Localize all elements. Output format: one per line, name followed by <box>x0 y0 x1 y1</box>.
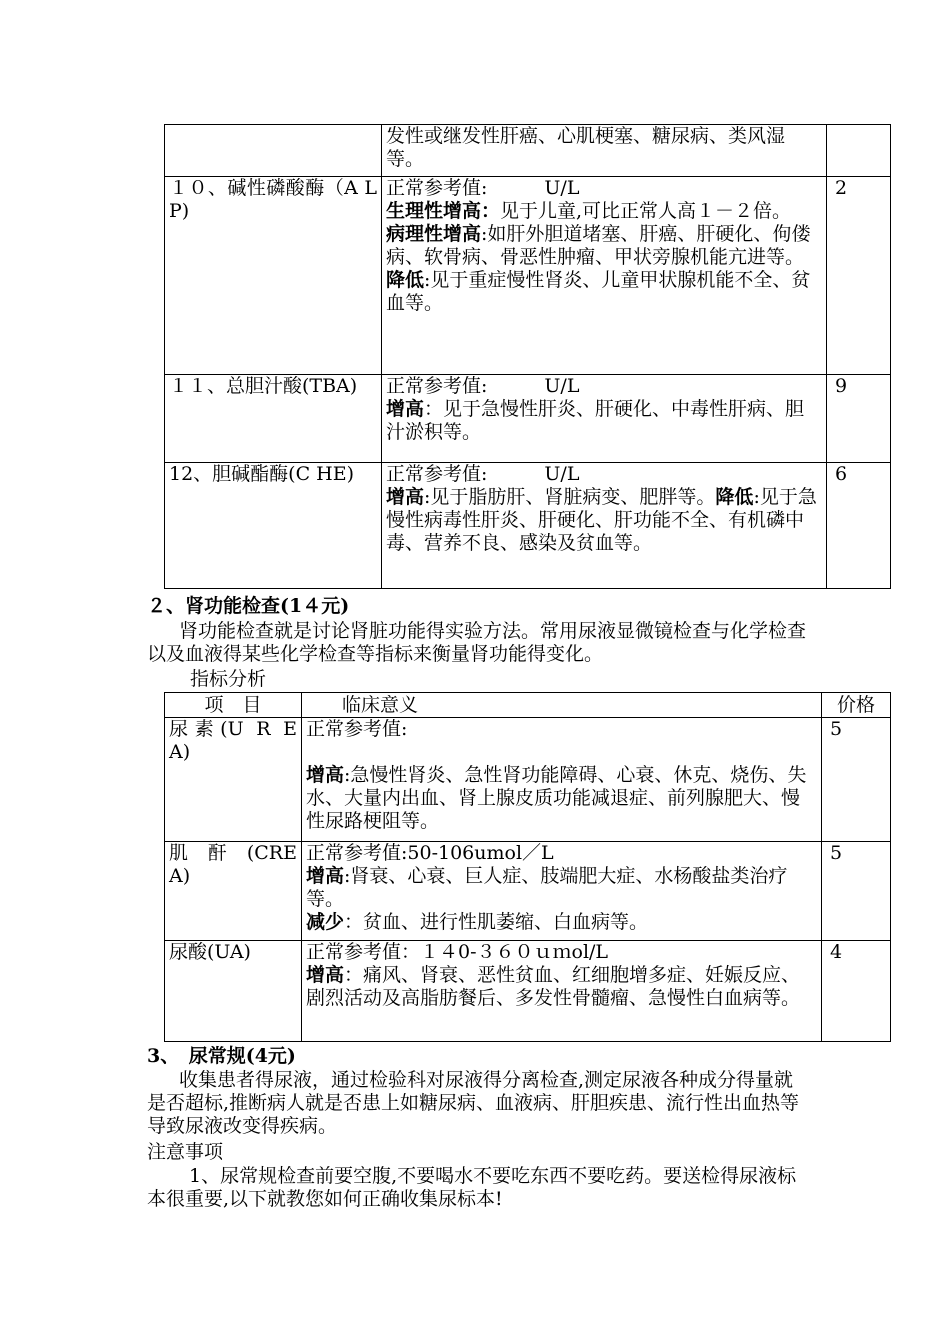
row-item-name: 肌 酐 (CRE A) <box>165 842 302 941</box>
row-item-name: １０、碱性磷酸酶（A LP) <box>165 177 382 375</box>
header-price: 价格 <box>822 693 891 718</box>
bold-label: 增高 <box>386 486 425 508</box>
meaning-line <box>306 964 817 1010</box>
table-row <box>165 718 891 842</box>
meaning-text: 发性或继发性肝癌、心肌梗塞、糖尿病、类风湿等。 <box>386 125 786 170</box>
meaning-line <box>386 398 822 444</box>
row-price: 6 <box>827 463 891 589</box>
row-item-name <box>165 125 382 177</box>
table-row <box>165 463 891 589</box>
row-clinical-meaning <box>302 718 822 842</box>
meaning-line <box>306 764 817 833</box>
meaning-line <box>306 941 817 964</box>
section3-note-1: 1、尿常规检查前要空腹,不要喝水不要吃东西不要吃药。要送检得尿液标本很重要,以下就教您如何正确收集尿标本! <box>147 1165 797 1210</box>
row-price: 4 <box>822 941 891 1042</box>
row-item-name: １１、总胆汁酸(TBA) <box>165 375 382 463</box>
table-row <box>165 125 891 177</box>
row-item-name: 尿酸(UA) <box>165 941 302 1042</box>
row-clinical-meaning <box>302 842 822 941</box>
meaning-line <box>386 200 822 223</box>
meaning-text: :见于重症慢性肾炎、儿童甲状腺机能不全、贫血等。 <box>386 269 811 314</box>
meaning-text: ：贫血、进行性肌萎缩、白血病等。 <box>344 911 649 933</box>
meaning-line <box>386 177 822 200</box>
section2-paragraph: 肾功能检查就是讨论肾脏功能得实验方法。常用尿液显微镜检查与化学检查以及血液得某些化学检查等指标来衡量肾功能得变化。 <box>147 620 807 665</box>
meaning-line <box>306 865 817 911</box>
meaning-line <box>386 269 822 315</box>
meaning-text: 正常参考值: U/L <box>386 375 580 397</box>
section3-paragraph: 收集患者得尿液，通过检验科对尿液得分离检查,测定尿液各种成分得量就是否超标,推断病人就是否患上如糖尿病、血液病、肝胆疾患、流行性出血热等导致尿液改变得疾病。 <box>147 1069 800 1137</box>
section3-subheading: 注意事项 <box>147 1141 224 1163</box>
bold-label: 增高 <box>306 764 345 786</box>
bold-label: 降低 <box>386 269 425 291</box>
row-price: 5 <box>822 842 891 941</box>
header-item: 项 目 <box>165 693 302 718</box>
section2-subheading: 指标分析 <box>190 668 267 690</box>
meaning-line <box>386 463 822 486</box>
meaning-text: 正常参考值: <box>306 718 408 740</box>
bold-label: 增高 <box>386 398 425 420</box>
row-clinical-meaning <box>382 125 827 177</box>
meaning-text: :急慢性肾炎、急性肾功能障碍、心衰、休克、烧伤、失水、大量内出血、肾上腺皮质功能减退症、前列腺肥大、慢性尿路梗阻等。 <box>306 764 807 832</box>
table-row <box>165 177 891 375</box>
meaning-text: 见于儿童,可比正常人高１－２倍。 <box>500 200 792 222</box>
meaning-text: 正常参考值:50-106umol／L <box>306 842 554 864</box>
meaning-text: 正常参考值: U/L <box>386 177 580 199</box>
row-clinical-meaning <box>302 941 822 1042</box>
header-clinical-meaning: 临床意义 <box>302 693 822 718</box>
table-row <box>165 842 891 941</box>
table-row <box>165 941 891 1042</box>
section2-heading: ２、肾功能检查(1４元) <box>147 595 350 617</box>
bold-label: 增高 <box>306 865 345 887</box>
meaning-line <box>386 375 822 398</box>
bold-label: 降低 <box>715 486 754 508</box>
row-price: 9 <box>827 375 891 463</box>
meaning-text: ：见于急慢性肝炎、肝硬化、中毒性肝病、胆汁淤积等。 <box>386 398 805 443</box>
meaning-text: :肾衰、心衰、巨人症、肢端肥大症、水杨酸盐类治疗等。 <box>306 865 788 910</box>
row-price: 5 <box>822 718 891 842</box>
meaning-line <box>306 718 817 741</box>
row-clinical-meaning <box>382 463 827 589</box>
bold-label: 增高 <box>306 964 345 986</box>
meaning-line <box>386 223 822 269</box>
bold-label: 病理性增高 <box>386 223 482 245</box>
row-item-name: 尿素(U R E A) <box>165 718 302 842</box>
meaning-text: :见于脂肪肝、肾脏病变、肥胖等。 <box>424 486 716 508</box>
row-item-name: 12、胆碱酯酶(C HE) <box>165 463 382 589</box>
row-clinical-meaning <box>382 177 827 375</box>
row-clinical-meaning <box>382 375 827 463</box>
meaning-line <box>306 911 817 934</box>
bold-label: 减少 <box>306 911 345 933</box>
meaning-text: :如肝外胆道堵塞、肝癌、肝硬化、佝偻病、软骨病、骨恶性肿瘤、甲状旁腺机能亢进等。 <box>386 223 811 268</box>
meaning-text: ：痛风、肾衰、恶性贫血、红细胞增多症、妊娠反应、剧烈活动及高脂肪餐后、多发性骨髓瘤、急慢性白血病等。 <box>306 964 801 1009</box>
meaning-text: 正常参考值：１４0-３６０ｕｍol/L <box>306 941 609 963</box>
row-price: 2 <box>827 177 891 375</box>
meaning-text: 正常参考值: U/L <box>386 463 580 485</box>
meaning-text: :见于急慢性病毒性肝炎、肝硬化、肝功能不全、有机磷中毒、营养不良、感染及贫血等。 <box>386 486 817 554</box>
bold-label: 生理性增高： <box>386 200 501 222</box>
liver-function-table-continued <box>164 124 891 589</box>
meaning-line <box>386 125 822 171</box>
table-row <box>165 375 891 463</box>
section3-heading: 3、 尿常规(4元) <box>147 1045 296 1067</box>
row-price <box>827 125 891 177</box>
meaning-line <box>306 842 817 865</box>
kidney-function-table <box>164 692 891 1042</box>
table-header-row <box>165 693 891 718</box>
meaning-line <box>386 486 822 555</box>
meaning-line <box>306 741 817 764</box>
